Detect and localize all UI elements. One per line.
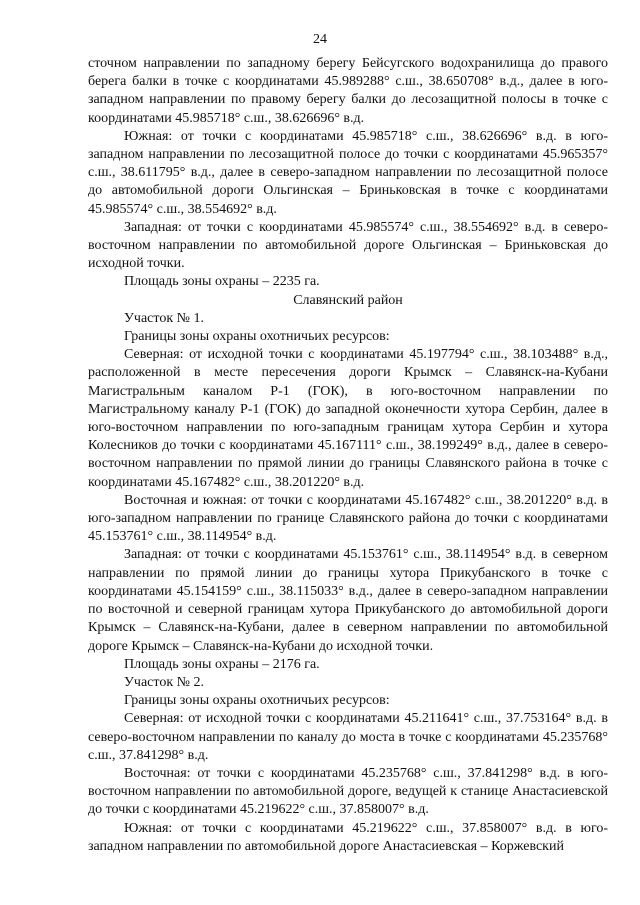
section-2-north-boundary: Северная: от исходной точки с координатами 45.211641° с.ш., 37.753164° в.д. в северо-восточном направлении по каналу до моста в точке с координатами 45.235768° с.ш., 37.841298° в.д. bbox=[88, 711, 608, 763]
section-2-east-boundary: Восточная: от точки с координатами 45.235768° с.ш., 37.841298° в.д. в юго-восточном направлении по автомобильной дороге, ведущей к станице Анастасиевской до точки с координатами 45.219622° с.ш., 37.858007° в.д. bbox=[88, 765, 608, 818]
section-1-west-boundary: Западная: от точки с координатами 45.153761° с.ш., 38.114954° в.д. в северном направлении по прямой линии до границы хутора Прикубанского в точке с координатами 45.154159° с.ш., 38.115033° в.д., далее в северо-западном направлении по восточной и северной границам хутора Прикубанского до автомобильной дороги Крымск – Славянск-на-Кубани, далее в северном направлении по автомобильной дороге Крымск – Славянск-на-Кубани до исходной точки. bbox=[88, 547, 608, 654]
district-heading: Славянский район bbox=[293, 292, 403, 308]
section-1-title: Участок № 1. bbox=[124, 310, 204, 326]
section-1-area: Площадь зоны охраны – 2176 га. bbox=[124, 656, 320, 672]
page-number: 24 bbox=[313, 32, 327, 47]
section-1-east-south-boundary: Восточная и южная: от точки с координатами 45.167482° с.ш., 38.201220° в.д. в юго-западном направлении по границе Славянского района до точки с координатами 45.153761° с.ш., 38.114954° в.д. bbox=[88, 492, 608, 545]
section-2-title: Участок № 2. bbox=[124, 674, 204, 690]
document-body bbox=[88, 55, 608, 856]
south-boundary-paragraph: Южная: от точки с координатами 45.985718° с.ш., 38.626696° в.д. в юго-западном направлении по лесозащитной полосе до точки с координатами 45.965357° с.ш., 38.611795° в.д., далее в северо-западном направлении по лесозащитной полосе до автомобильной дороги Ольгинская – Бриньковская в точке с координатами 45.985574° с.ш., 38.554692° в.д. bbox=[88, 128, 608, 217]
area-paragraph: Площадь зоны охраны – 2235 га. bbox=[124, 274, 320, 290]
section-2-south-boundary: Южная: от точки с координатами 45.219622° с.ш., 37.858007° в.д. в юго-западном направлении по автомобильной дороге Анастасиевская – Коржевский bbox=[88, 820, 608, 854]
section-2-borders-intro: Границы зоны охраны охотничьих ресурсов: bbox=[124, 693, 390, 709]
intro-paragraph: сточном направлении по западному берегу Бейсугского водохранилища до правого берега балки в точке с координатами 45.989288° с.ш., 38.650708° в.д., далее в юго-западном направлении по правому берегу балки до лесозащитной полосы в точке с координатами 45.985718° с.ш., 38.626696° в.д. bbox=[88, 56, 608, 126]
west-boundary-paragraph: Западная: от точки с координатами 45.985574° с.ш., 38.554692° в.д. в северо-восточном направлении по автомобильной дороге Ольгинская – Бриньковская до исходной точки. bbox=[88, 219, 608, 272]
section-1-north-boundary: Северная: от исходной точки с координатами 45.197794° с.ш., 38.103488° в.д., расположенной в месте пересечения дороги Крымск – Славянск-на-Кубани Магистральным каналом Р-1 (ГОК), в юго-восточном направлении по Магистральному каналу Р-1 (ГОК) до западной оконечности хутора Сербин, далее в юго-восточном направлении по юго-западным границам хутора Сербин и хутора Колесников до точки с координатами 45.167111° с.ш., 38.199249° в.д., далее в северо-восточном направлении по прямой линии до границы Славянского района в точке с координатами 45.167482° с.ш., 38.201220° в.д. bbox=[88, 347, 608, 490]
section-1-borders-intro: Границы зоны охраны охотничьих ресурсов: bbox=[124, 329, 390, 345]
